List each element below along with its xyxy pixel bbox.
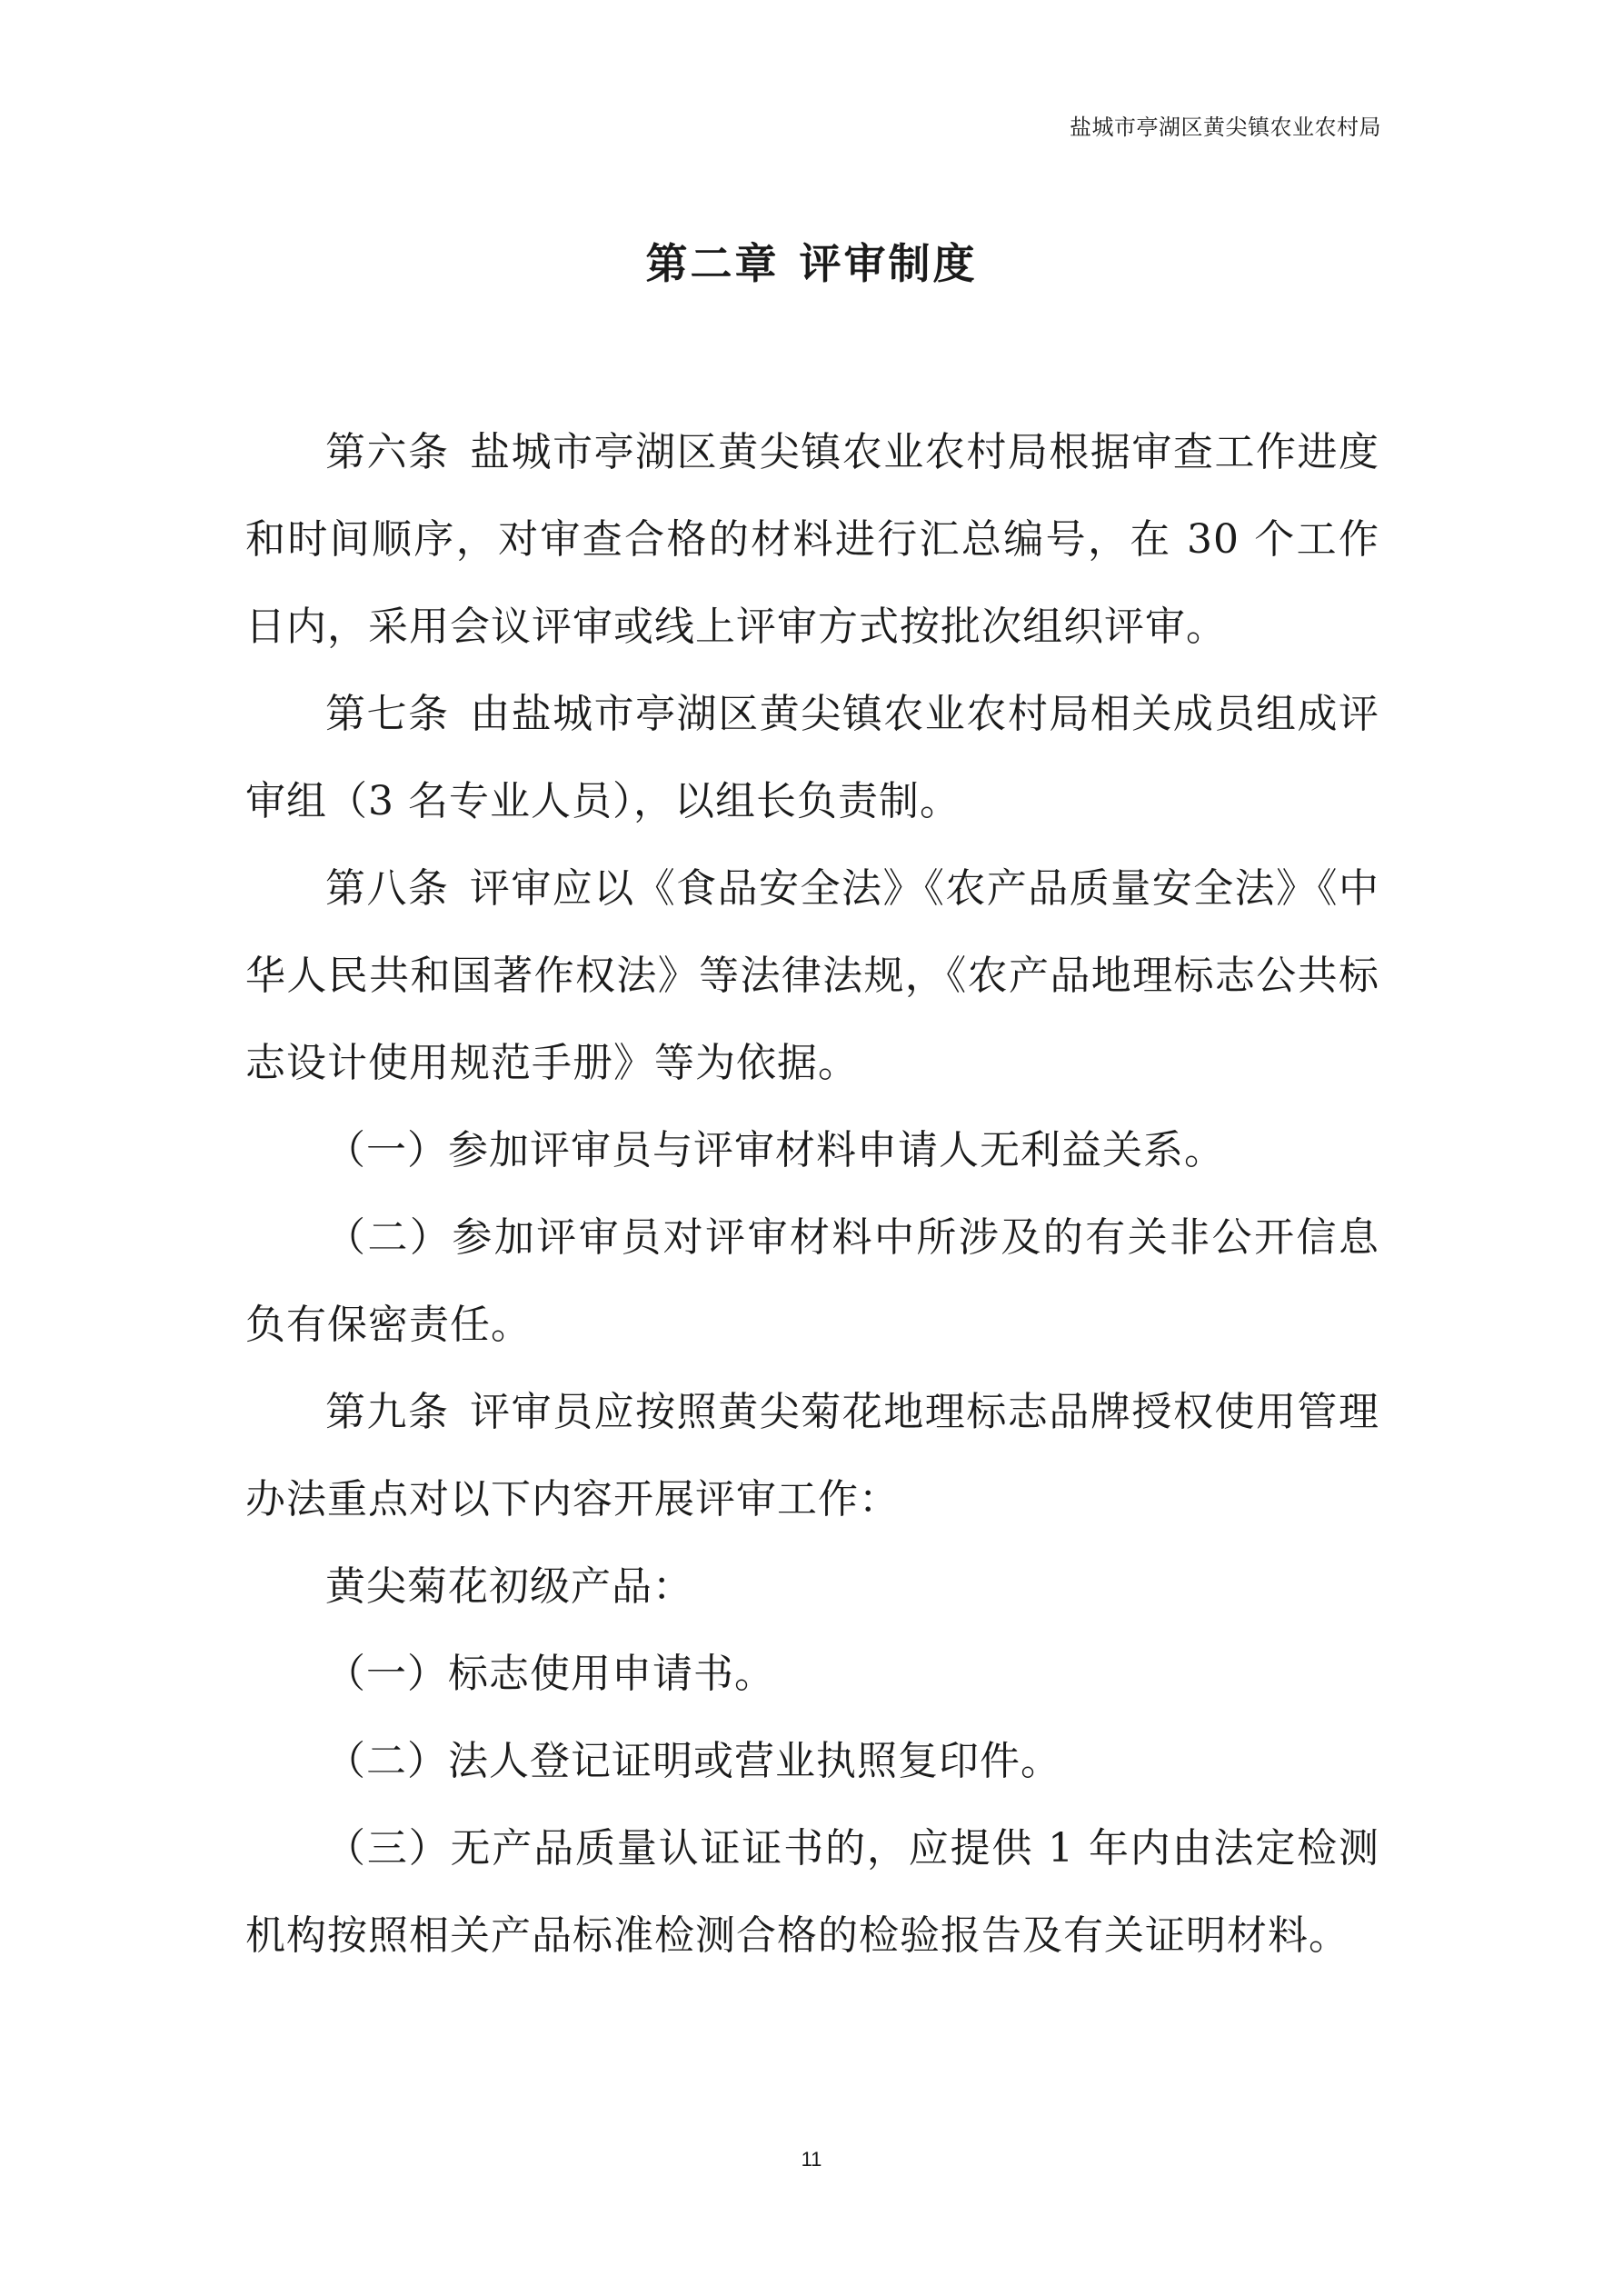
article-7-label: 第七条 [325,691,450,737]
article-8-item-1: （一）参加评审员与评审材料申请人无利益关系。 [325,1127,1225,1173]
article-6-text: 盐城市亭湖区黄尖镇农业农村局根据审查工作进度和时间顺序，对审查合格的材料进行汇总编号，在 30 个工作日内，采用会议评审或线上评审方式按批次组织评审。 [245,429,1380,650]
article-8 [245,845,1379,1107]
article-6 [245,409,1379,671]
running-header: 盐城市亭湖区黄尖镇农业农村局 [1070,115,1381,140]
primary-products-item-2: （二）法人登记证明或营业执照复印件。 [325,1738,1061,1784]
article-7-text: 由盐城市亭湖区黄尖镇农业农村局相关成员组成评审组（3 名专业人员），以组长负责制。 [245,691,1380,824]
page-number: 11 [801,2148,822,2171]
chapter-name: 评审制度 [799,239,978,288]
primary-products-item-1: （一）标志使用申请书。 [325,1651,775,1697]
primary-products-item-3: （三）无产品质量认证证书的，应提供 1 年内由法定检测机构按照相关产品标准检测合格的检验报告及有关证明材料。 [245,1825,1379,1959]
chapter-number: 第二章 [645,239,780,288]
body-text [245,409,1379,1980]
primary-products-heading: 黄尖菊花初级产品： [325,1563,693,1610]
article-8-item-2: （二）参加评审员对评审材料中所涉及的有关非公开信息负有保密责任。 [245,1214,1379,1348]
article-9 [245,1369,1379,1543]
article-6-label: 第六条 [325,429,450,475]
article-9-text: 评审员应按照黄尖菊花地理标志品牌授权使用管理办法重点对以下内容开展评审工作： [245,1389,1380,1522]
article-8-text: 评审应以《食品安全法》《农产品质量安全法》《中华人民共和国著作权法》等法律法规，《农产品地理标志公共标志设计使用规范手册》等为依据。 [245,865,1380,1086]
chapter-title [0,235,1623,293]
article-9-label: 第九条 [325,1389,450,1435]
article-7 [245,671,1379,845]
article-8-label: 第八条 [325,865,450,912]
